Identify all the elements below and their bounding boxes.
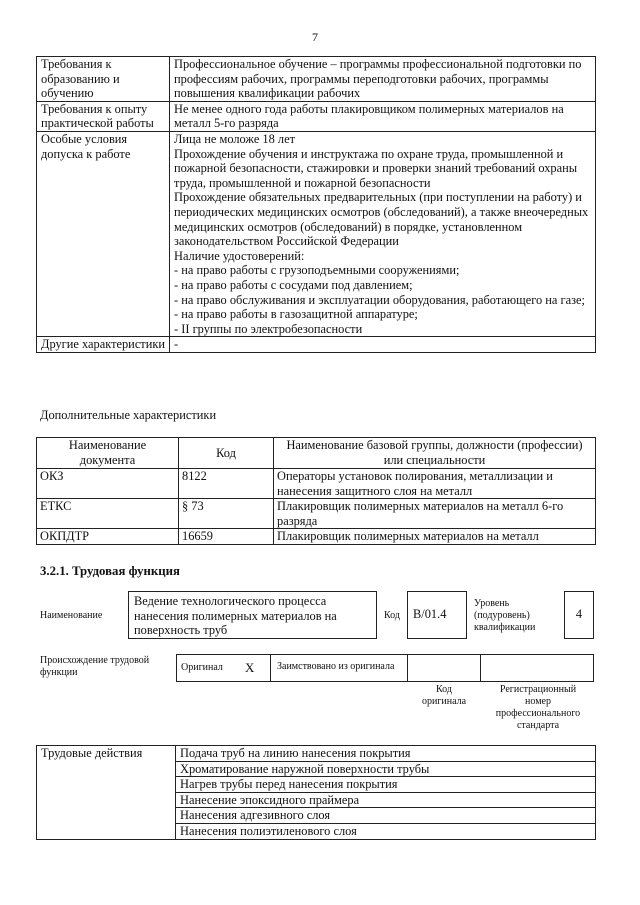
- requirement-value: -: [170, 337, 596, 353]
- table-cell: ЕТКС: [37, 499, 179, 529]
- table-row: [37, 131, 596, 336]
- list-item: Подача труб на линию нанесения покрытия: [176, 746, 596, 762]
- requirement-value-list: [170, 131, 596, 336]
- requirement-value: Профессиональное обучение – программы профессиональной подготовки по профессиям рабочих, программы переподготовки рабочих, программы повышения квалификации рабочих: [170, 57, 596, 102]
- function-name-box: [128, 591, 377, 639]
- table-row: [37, 499, 596, 529]
- original-box: [176, 654, 271, 682]
- function-heading: 3.2.1. Трудовая функция: [40, 564, 180, 578]
- table-row: [37, 57, 596, 102]
- list-item: - II группы по электробезопасности: [174, 321, 363, 336]
- column-header: Наименование базовой группы, должности (профессии) или специальности: [274, 438, 596, 469]
- table-cell: § 73: [179, 499, 274, 529]
- table-cell: 16659: [179, 529, 274, 545]
- requirement-label: Требования к образованию и обучению: [37, 57, 170, 102]
- original-label: Оригинал: [181, 662, 223, 673]
- table-cell: 8122: [179, 469, 274, 499]
- requirement-label: Особые условия допуска к работе: [37, 131, 170, 336]
- list-item: Хроматирование наружной поверхности трубы: [176, 761, 596, 777]
- reg-number-label: Регистрационный номер профессионального стандарта: [495, 684, 581, 731]
- code-label: Код: [384, 610, 400, 621]
- list-item: Наличие удостоверений:: [174, 248, 305, 263]
- list-item: - на право работы с грузоподъемными сооружениями;: [174, 263, 460, 278]
- code-original-box: [407, 654, 481, 682]
- additional-title: Дополнительные характеристики: [40, 408, 217, 422]
- column-header: Наименование документа: [37, 438, 179, 469]
- requirements-table: [36, 56, 596, 353]
- requirement-label: Другие характеристики: [37, 337, 170, 353]
- reg-number-box: [480, 654, 594, 682]
- borrowed-label: Заимствовано из оригинала: [277, 661, 395, 672]
- code-original-label: Код оригинала: [421, 684, 467, 707]
- level-box: [564, 591, 594, 639]
- list-item: - на право работы с сосудами под давлением;: [174, 277, 413, 292]
- level-value: 4: [575, 607, 583, 621]
- table-row: [37, 469, 596, 499]
- list-item: Лица не моложе 18 лет: [174, 131, 296, 146]
- page-number: 7: [312, 30, 318, 44]
- list-item: Нанесения адгезивного слоя: [176, 808, 596, 824]
- additional-table: [36, 437, 596, 545]
- actions-table: [36, 745, 596, 840]
- list-item: - на право работы в газозащитной аппаратуре;: [174, 307, 418, 322]
- code-box: [407, 591, 467, 639]
- code-value: B/01.4: [413, 607, 447, 621]
- table-row: [37, 529, 596, 545]
- function-name-value: Ведение технологического процесса нанесения полимерных материалов на поверхность труб: [134, 594, 337, 638]
- name-label: Наименование: [40, 610, 103, 621]
- requirement-label: Требования к опыту практической работы: [37, 101, 170, 131]
- table-row: [37, 337, 596, 353]
- table-header-row: [37, 438, 596, 469]
- table-row: [37, 746, 596, 762]
- table-cell: ОКЗ: [37, 469, 179, 499]
- origin-label: Происхождение трудовой функции: [40, 655, 150, 678]
- table-row: [37, 101, 596, 131]
- level-label: Уровень (подуровень) квалификации: [474, 598, 536, 633]
- borrowed-box: [270, 654, 408, 682]
- requirement-value: Не менее одного года работы плакировщиком полимерных материалов на металл 5-го разряда: [170, 101, 596, 131]
- list-item: Нанесения полиэтиленового слоя: [176, 823, 596, 839]
- list-item: Нагрев трубы перед нанесения покрытия: [176, 777, 596, 793]
- table-cell: Плакировщик полимерных материалов на металл 6-го разряда: [274, 499, 596, 529]
- list-item: Прохождение обучения и инструктажа по охране труда, промышленной и пожарной безопасности, стажировки и проверки знаний требований охраны труда, промышленной и пожарной безопасности: [174, 146, 578, 190]
- list-item: - на право обслуживания и эксплуатации оборудования, работающего на газе;: [174, 292, 585, 307]
- table-cell: ОКПДТР: [37, 529, 179, 545]
- table-cell: Плакировщик полимерных материалов на металл: [274, 529, 596, 545]
- list-item: Прохождение обязательных предварительных (при поступлении на работу) и периодических медицинских осмотров (обследований), а также внеочередных медицинских осмотров (обследований) в порядке, установленном законодательством Российской Федерации: [174, 190, 589, 249]
- list-item: Нанесение эпоксидного праймера: [176, 792, 596, 808]
- actions-label: Трудовые действия: [37, 746, 176, 840]
- original-mark: X: [245, 660, 255, 675]
- table-cell: Операторы установок полирования, металлизации и нанесения защитного слоя на металл: [274, 469, 596, 499]
- column-header: Код: [179, 438, 274, 469]
